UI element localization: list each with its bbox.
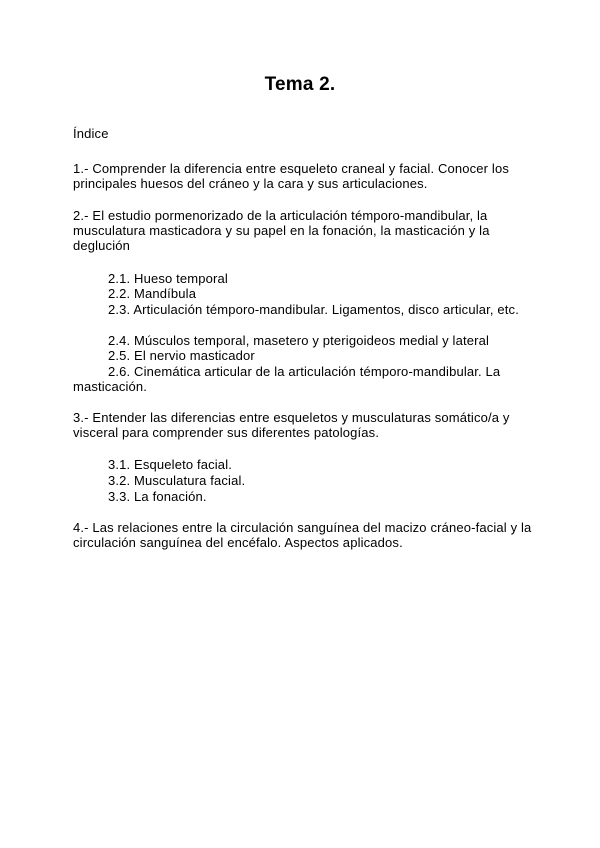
section-3-text: 3.- Entender las diferencias entre esqueletos y musculaturas somático/a y visceral para comprender sus diferentes patologías. (73, 410, 510, 440)
section-3-item-2: 3.2. Musculatura facial. (108, 473, 246, 488)
section-2-item-2: 2.2. Mandíbula (108, 286, 197, 301)
section-2-item-1: 2.1. Hueso temporal (108, 271, 228, 286)
section-2-item-3: 2.3. Articulación témporo-mandibular. Ligamentos, disco articular, etc. (108, 302, 519, 317)
section-2-item-4: 2.4. Músculos temporal, masetero y pterigoideos medial y lateral (108, 333, 489, 348)
page-title: Tema 2. (264, 74, 336, 95)
section-1-text: 1.- Comprender la diferencia entre esqueleto craneal y facial. Conocer los principales huesos del cráneo y la cara y sus articulaciones. (73, 161, 509, 191)
section-2-text: 2.- El estudio pormenorizado de la articulación témporo-mandibular, la musculatura masticadora y su papel en la fonación, la masticación y la deglución (73, 208, 490, 253)
section-4-text: 4.- Las relaciones entre la circulación sanguínea del macizo cráneo-facial y la circulación sanguínea del encéfalo. Aspectos aplicados. (73, 520, 532, 550)
section-2-item-6: 2.6. Cinemática articular de la articulación témporo-mandibular. La masticación. (73, 364, 501, 394)
section-3-item-1: 3.1. Esqueleto facial. (108, 457, 232, 472)
section-3-item-3: 3.3. La fonación. (108, 489, 207, 504)
index-heading: Índice (73, 126, 109, 141)
section-2-item-5: 2.5. El nervio masticador (108, 348, 255, 363)
